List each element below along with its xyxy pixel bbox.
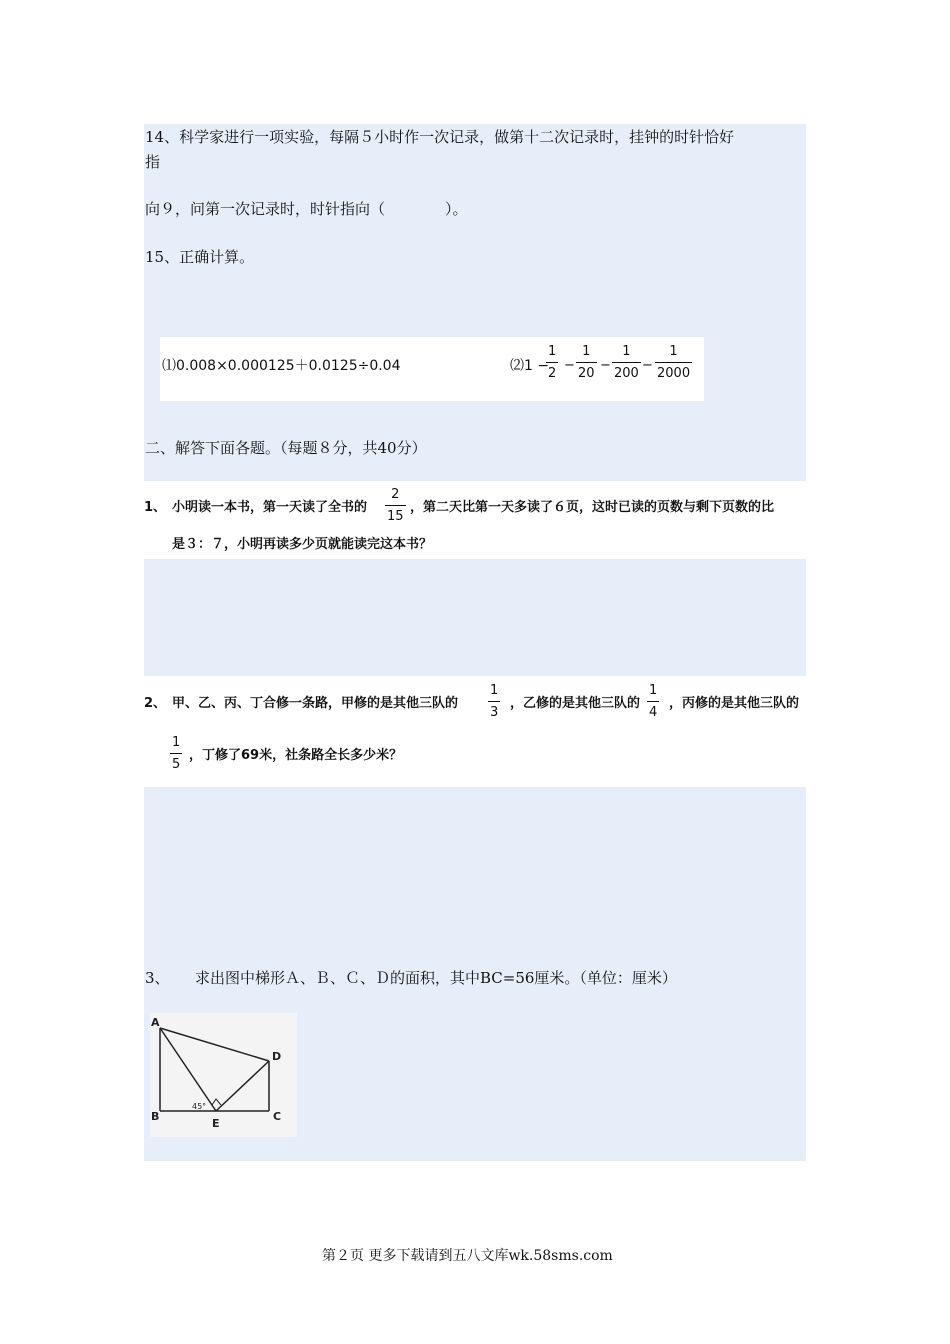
answer-area-1	[144, 559, 806, 676]
question-band-top	[144, 124, 806, 481]
frac-numerator: 1	[669, 344, 678, 359]
p1-number: 1、	[144, 500, 167, 515]
p1-frac	[385, 486, 406, 525]
q15-minus-3: −	[642, 358, 653, 373]
frac-numerator: 1	[490, 683, 499, 698]
frac-numerator: 1	[649, 683, 658, 698]
frac-numerator: 1	[622, 344, 631, 359]
p2-number: 2、	[144, 696, 167, 711]
trapezoid-diagram	[150, 1013, 297, 1137]
label-d: D	[272, 1050, 282, 1063]
q15-minus-2: −	[600, 358, 611, 373]
q15-frac-3	[612, 343, 641, 382]
frac-numerator: 1	[582, 344, 591, 359]
segment-ae	[160, 1028, 216, 1111]
page-footer: 第２页 更多下载请到五八文库wk.58sms.com	[322, 1248, 613, 1264]
edge-ad	[160, 1028, 269, 1061]
trapezoid-figure	[150, 1013, 297, 1137]
q15-title: 15、正确计算。	[145, 248, 255, 266]
frac-numerator: 1	[548, 344, 557, 359]
q15-frac-4	[655, 343, 692, 382]
q14-line1: 14、科学家进行一项实验，每隔５小时作一次记录，做第十二次记录时，挂钟的时针恰好	[145, 128, 735, 146]
q14-line1-wrap: 指	[145, 153, 161, 171]
q15-frac-2	[576, 343, 597, 382]
p2-line2: ，丁修了69米，社条路全长多少米？	[189, 748, 403, 763]
p2-text-a: 甲、乙、丙、丁合修一条路，甲修的是其他三队的	[172, 696, 459, 711]
right-angle-mark	[212, 1099, 221, 1105]
label-e: E	[212, 1117, 220, 1130]
p3-number: 3、	[145, 969, 170, 987]
frac-denominator: 2	[548, 366, 557, 381]
p2-frac-1	[488, 682, 500, 721]
p1-text-a: 小明读一本书，第一天读了全书的	[172, 500, 368, 515]
segment-ed	[216, 1061, 269, 1111]
frac-numerator: 1	[172, 735, 181, 750]
label-angle: 45°	[192, 1102, 207, 1111]
frac-denominator: 3	[490, 705, 499, 720]
frac-denominator: 20	[578, 366, 595, 381]
label-a: A	[151, 1016, 160, 1029]
label-b: B	[151, 1110, 160, 1123]
q15-formula-2-prefix: ⑵1 −	[510, 358, 550, 374]
frac-denominator: 5	[172, 757, 181, 772]
frac-numerator: 2	[391, 487, 400, 502]
frac-denominator: 4	[649, 705, 658, 720]
label-c: C	[273, 1110, 282, 1123]
p3-text: 求出图中梯形Ａ、Ｂ、Ｃ、Ｄ的面积，其中BC=56厘米。（单位：厘米）	[195, 969, 677, 987]
p2-text-c: ，丙修的是其他三队的	[669, 696, 800, 711]
p2-text-b: ，乙修的是其他三队的	[510, 696, 641, 711]
frac-denominator: 200	[614, 366, 639, 381]
p2-frac-3	[170, 734, 182, 773]
q15-minus-1: −	[564, 358, 575, 373]
frac-denominator: 15	[387, 509, 404, 524]
p2-frac-2	[647, 682, 659, 721]
q15-frac-1	[546, 343, 558, 382]
frac-denominator: 2000	[657, 366, 691, 381]
p1-text-b: ，第二天比第一天多读了６页，这时已读的页数与剩下页数的比	[410, 500, 775, 515]
q14-line2: 向９，问第一次记录时，时针指向（ ）。	[145, 200, 468, 218]
q15-formula-1: ⑴0.008×0.000125＋0.0125÷0.04	[162, 358, 401, 374]
p1-line2: 是３：７，小明再读多少页就能读完这本书？	[172, 537, 433, 552]
section2-title: 二、解答下面各题。（每题８分，共40分）	[145, 439, 427, 457]
